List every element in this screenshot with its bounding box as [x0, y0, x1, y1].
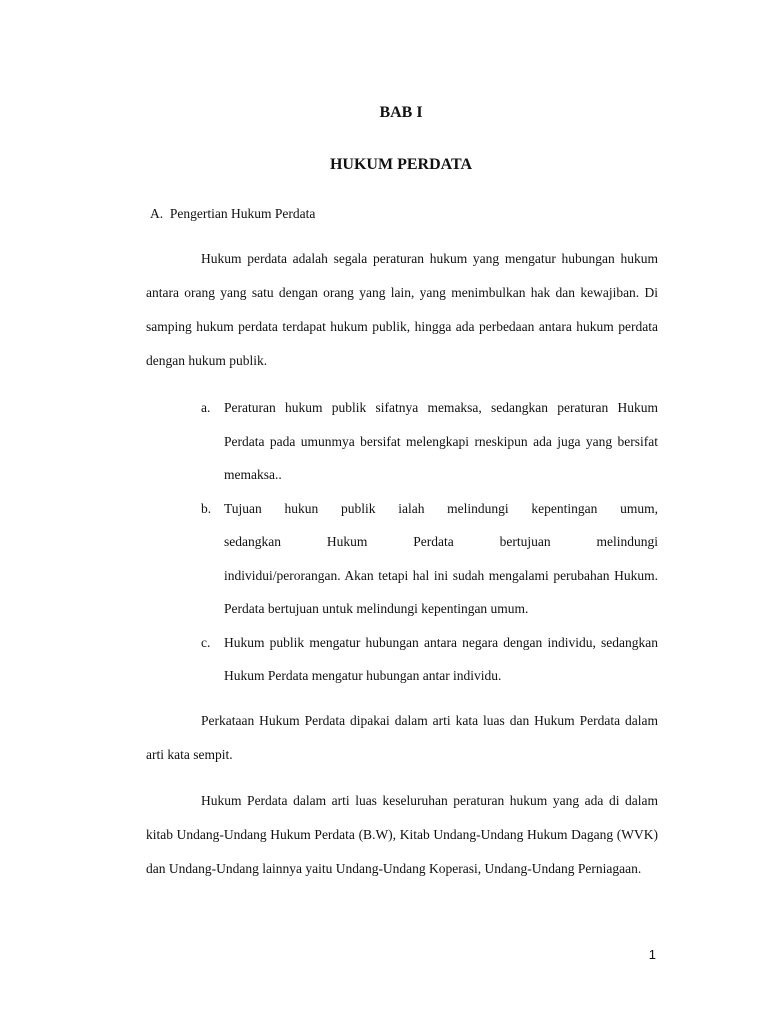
list-item-b-line-1: Tujuan hukun publik ialah melindungi kepentingan umum,: [224, 500, 658, 516]
page-title: HUKUM PERDATA: [329, 156, 473, 173]
list-marker-a: a.: [201, 400, 211, 415]
section-heading: A. Pengertian Hukum Perdata: [150, 206, 316, 221]
difference-list: [201, 391, 658, 693]
list-item-b-text: individui/perorangan. Akan tetapi hal ini sudah mengalami perubahan Hukum. Perdata bertujuan untuk melindungi kepentingan umum.: [224, 567, 658, 616]
list-marker-b: b.: [201, 500, 212, 516]
list-item-c: [201, 626, 658, 693]
paragraph-scope: Perkataan Hukum Perdata dipakai dalam arti kata luas dan Hukum Perdata dalam arti kata sempit.: [146, 713, 658, 762]
list-item-a-text: Peraturan hukum publik sifatnya memaksa, sedangkan peraturan Hukum Perdata pada umunmya bersifat melengkapi rneskipun ada juga yang bersifat memaksa..: [224, 400, 658, 482]
list-item-a: [201, 391, 658, 492]
paragraph-definition: Hukum perdata adalah segala peraturan hukum yang mengatur hubungan hukum antara orang yang satu dengan orang yang lain, yang menimbulkan hak dan kewajiban. Di samping hukum perdata terdapat hukum publik, hingga ada perbedaan antara hukum perdata dengan hukum publik.: [146, 251, 658, 368]
list-item-b: [201, 492, 658, 626]
chapter-heading: BAB I: [379, 104, 423, 121]
list-item-c-text: Hukum publik mengatur hubungan antara negara dengan individu, sedangkan Hukum Perdata mengatur hubungan antar individu.: [224, 634, 658, 683]
list-item-b-line-2: sedangkan Hukum Perdata bertujuan melindungi: [224, 534, 658, 549]
page-number: 1: [648, 947, 656, 962]
list-marker-c: c.: [201, 634, 211, 650]
paragraph-broad-sense: Hukum Perdata dalam arti luas keseluruhan peraturan hukum yang ada di dalam kitab Undang-Undang Hukum Perdata (B.W), Kitab Undang-Undang Hukum Dagang (WVK) dan Undang-Undang lainnya yaitu Undang-Undang Koperasi, Undang-Undang Perniagaan.: [146, 793, 658, 876]
